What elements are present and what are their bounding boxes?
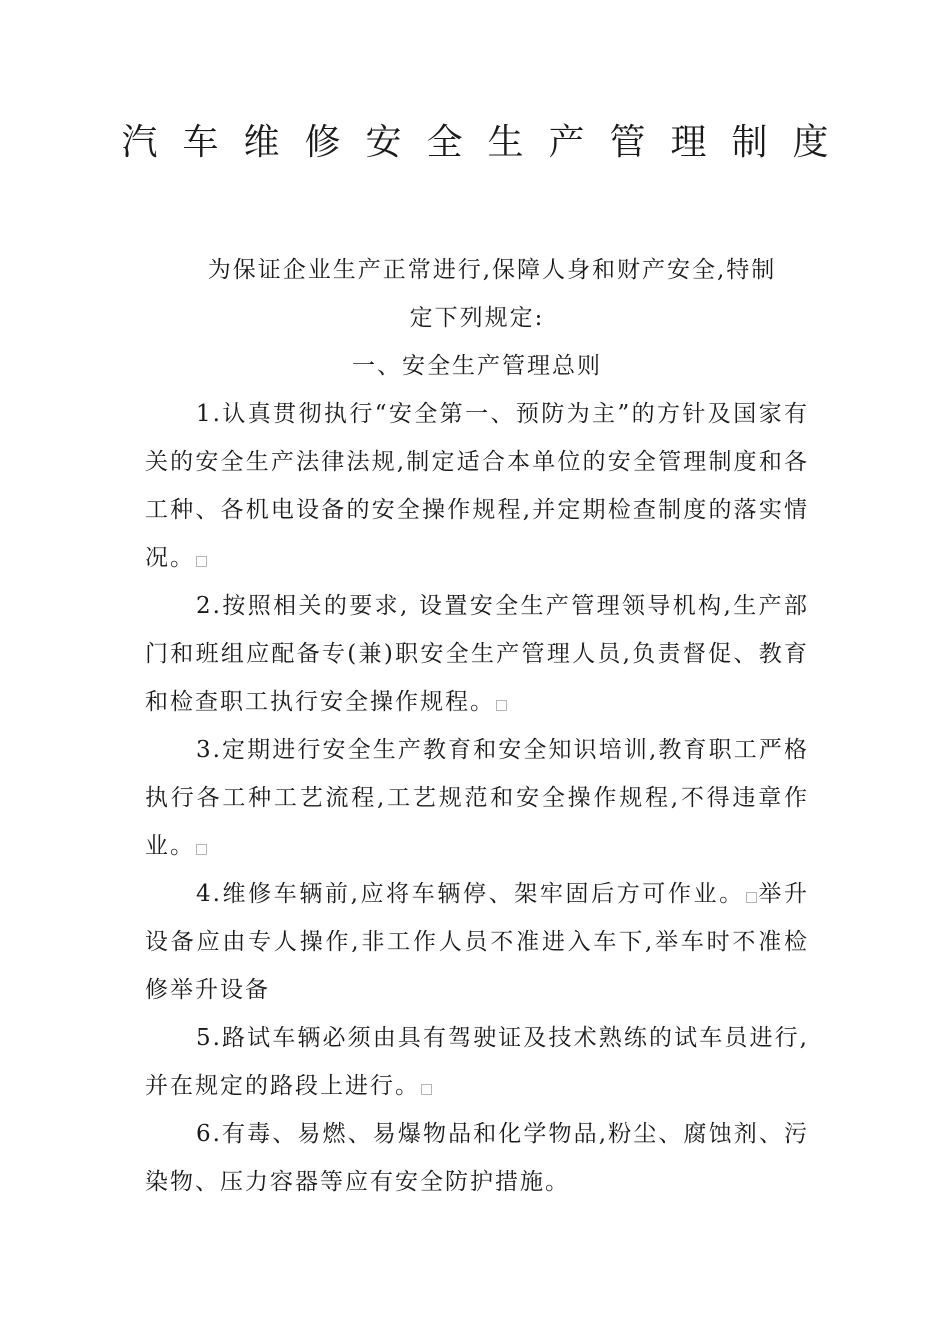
paragraph-1-text: 1.认真贯彻执行“安全第一、预防为主”的方针及国家有关的安全生产法律法规,制定适合本单位的安全管理制度和各工种、各机电设备的安全操作规程,并定期检查制度的落实情况。 xyxy=(145,401,809,571)
placeholder-mark-icon xyxy=(746,892,757,903)
placeholder-mark-icon xyxy=(496,700,507,711)
paragraph-5 xyxy=(145,1014,809,1110)
paragraph-1 xyxy=(145,390,809,582)
paragraph-3-text: 3.定期进行安全生产教育和安全知识培训,教育职工严格执行各工种工艺流程,工艺规范和安全操作规程,不得违章作业。 xyxy=(145,737,809,859)
section-heading: 一、安全生产管理总则 xyxy=(352,353,602,379)
paragraph-4 xyxy=(145,870,809,1014)
paragraph-6-text: 6.有毒、易燃、易爆物品和化学物品,粉尘、腐蚀剂、污染物、压力容器等应有安全防护措施。 xyxy=(145,1121,809,1195)
paragraph-4-tail: 举升设备应由专人操作,非工作人员不准进入车下,举车时不准检修举升设备 xyxy=(145,881,809,1003)
paragraph-2-text: 2.按照相关的要求, 设置安全生产管理领导机构,生产部门和班组应配备专(兼)职安全生产管理人员,负责督促、教育和检查职工执行安全操作规程。 xyxy=(145,593,809,715)
intro-line-2: 定下列规定: xyxy=(409,305,545,331)
document-title: 汽车维修安全生产管理制度 xyxy=(121,122,854,163)
intro-line-1: 为保证企业生产正常进行,保障人身和财产安全,特制 xyxy=(207,257,777,283)
placeholder-mark-icon xyxy=(196,844,207,855)
document-body xyxy=(145,246,809,1206)
paragraph-2 xyxy=(145,582,809,726)
placeholder-mark-icon xyxy=(421,1084,432,1095)
paragraph-6 xyxy=(145,1110,809,1206)
placeholder-mark-icon xyxy=(196,556,207,567)
paragraph-4-text: 4.维修车辆前,应将车辆停、架牢固后方可作业。 xyxy=(196,881,745,907)
paragraph-3 xyxy=(145,726,809,870)
paragraph-5-text: 5.路试车辆必须由具有驾驶证及技术熟练的试车员进行,并在规定的路段上进行。 xyxy=(145,1025,809,1099)
